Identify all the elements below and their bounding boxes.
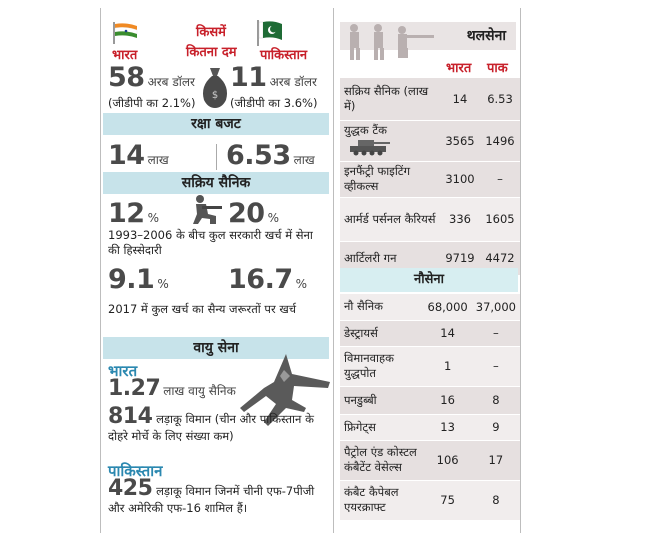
navy-row-pak: 9: [472, 414, 520, 440]
money-bag-icon: [200, 64, 230, 108]
army-row-india: 9719: [440, 241, 480, 275]
india-pct2-value: 9.1: [108, 264, 155, 295]
navy-row-label: डेस्ट्रायर्स: [340, 320, 424, 346]
india-soldiers-value: 14: [108, 140, 145, 171]
airforce-pak-planes-desc: लड़ाकू विमान जिनमें चीनी एफ-7पीजी और अमेरिकी एफ-16 शामिल हैं।: [108, 484, 315, 515]
navy-row-india: 68,000: [424, 294, 472, 320]
header-india-label: भारत: [112, 48, 138, 63]
airforce-pak-planes-text: [108, 476, 330, 517]
army-title: थलसेना: [466, 28, 506, 44]
navy-row-india: 1: [424, 346, 472, 386]
pak-pct2-sign: %: [295, 277, 308, 291]
budget-divider: [216, 144, 217, 170]
pak-soldiers-value: 6.53: [226, 140, 291, 171]
army-row-pak: –: [480, 161, 520, 197]
army-row-label: आर्टिलरी गन: [340, 241, 440, 275]
header-pakistan-label: पाकिस्तान: [260, 48, 308, 63]
airforce-india-planes-value: 814: [108, 404, 153, 429]
table-row: [340, 346, 520, 386]
pak-budget-unit: अरब डॉलर: [269, 75, 317, 89]
navy-row-india: 16: [424, 386, 472, 414]
table-row: [340, 78, 520, 120]
army-row-label: इनफैंट्री फाइटिंग व्हीकल्स: [340, 161, 440, 197]
india-flag-icon: [112, 22, 138, 44]
header-title-line1: किसमें: [196, 25, 226, 40]
defense-budget-band: रक्षा बजट: [103, 113, 329, 135]
spending-share-note: 1993–2006 के बीच कुल सरकारी खर्च में सेना की हिस्सेदारी: [108, 228, 313, 257]
navy-row-label: पनडुब्बी: [340, 386, 424, 414]
navy-row-pak: 17: [472, 440, 520, 480]
army-row-india: 3565: [440, 120, 480, 161]
airforce-india-soldiers-value: 1.27: [108, 376, 161, 401]
pak-pct2-value: 16.7: [228, 264, 293, 295]
navy-row-india: 13: [424, 414, 472, 440]
table-row: [340, 480, 520, 520]
table-row: [340, 197, 520, 241]
india-budget-value: 58: [108, 62, 145, 93]
pak-pct-sign: %: [267, 211, 279, 225]
navy-row-label: कंबैट कैपेबल एयरक्राफ्ट: [340, 480, 424, 520]
table-row: [340, 440, 520, 480]
india-pct-value: 12: [108, 198, 145, 229]
navy-row-india: 106: [424, 440, 472, 480]
active-soldiers-band: सक्रिय सैनिक: [103, 172, 329, 194]
army-header: [340, 22, 516, 50]
airforce-india-label: भारत: [108, 362, 138, 380]
pak-pct-value: 20: [228, 198, 265, 229]
table-row: [340, 294, 520, 320]
airforce-pak-planes-value: 425: [108, 476, 153, 501]
table-row: [340, 414, 520, 440]
navy-row-pak: –: [472, 320, 520, 346]
army-table: [340, 78, 520, 276]
center-divider: [333, 8, 334, 533]
table-row: [340, 161, 520, 197]
pak-soldiers-unit: लाख: [293, 153, 315, 167]
india-soldiers-unit: लाख: [147, 153, 169, 167]
airforce-india-soldiers-text: लाख वायु सैनिक: [163, 384, 236, 398]
pak-soldiers-row: [226, 140, 315, 171]
pak-pct2-row: [228, 264, 307, 295]
pak-pct-row: [228, 198, 279, 229]
india-pct2-sign: %: [157, 277, 169, 291]
airforce-india-soldiers-row: [108, 376, 236, 401]
military-spend-note: 2017 में कुल खर्च का सैन्य जरूरतों पर खर्च: [108, 302, 297, 316]
navy-row-pak: –: [472, 346, 520, 386]
kneeling-soldier-icon: [190, 194, 224, 226]
army-row-pak: 1605: [480, 197, 520, 241]
army-row-india: 336: [440, 197, 480, 241]
air-force-band: वायु सेना: [103, 337, 329, 359]
pakistan-flag-icon: [255, 20, 283, 46]
table-row: [340, 386, 520, 414]
army-row-india: 14: [440, 78, 480, 120]
navy-row-india: 14: [424, 320, 472, 346]
army-col-india: भारत: [446, 61, 472, 76]
left-border: [100, 8, 101, 533]
airforce-india-planes-desc: लड़ाकू विमान (चीन और पाकिस्तान के दोहरे मोर्चे के लिए संख्या कम): [108, 412, 314, 443]
india-pct2-row: [108, 264, 169, 295]
navy-row-pak: 8: [472, 480, 520, 520]
svg-text:$: $: [211, 90, 219, 101]
army-row-india: 3100: [440, 161, 480, 197]
navy-row-label: फ्रिगेट्स: [340, 414, 424, 440]
army-row-pak: 4472: [480, 241, 520, 275]
navy-row-pak: 8: [472, 386, 520, 414]
india-pct-row: [108, 198, 159, 229]
india-pct-sign: %: [147, 211, 159, 225]
pak-budget-note: (जीडीपी का 3.6%): [230, 96, 318, 110]
table-row: [340, 320, 520, 346]
right-border: [520, 8, 521, 533]
header-title-line2: कितना दम: [186, 45, 237, 60]
airforce-pak-label: पाकिस्तान: [108, 462, 163, 480]
army-row-pak: 1496: [480, 120, 520, 161]
army-col-pak: पाक: [487, 61, 508, 76]
navy-title: नौसेना: [340, 268, 518, 292]
navy-row-label: विमानवाहक युद्धपोत: [340, 346, 424, 386]
india-budget-row: [108, 62, 195, 93]
navy-table: [340, 294, 520, 521]
army-row-label: सक्रिय सैनिक (लाख में): [340, 78, 440, 120]
navy-row-label: पैट्रोल एंड कोस्टल कंबैटेंट वेसेल्स: [340, 440, 424, 480]
tank-icon: [348, 138, 390, 159]
pak-budget-value: 11: [230, 62, 267, 93]
india-budget-unit: अरब डॉलर: [147, 75, 195, 89]
army-row-pak: 6.53: [480, 78, 520, 120]
india-soldiers-row: [108, 140, 169, 171]
airforce-india-planes-text: [108, 404, 330, 445]
soldiers-silhouette-icon: [342, 22, 438, 62]
table-row: [340, 120, 520, 161]
pak-budget-row: [230, 62, 317, 93]
navy-row-label: नौ सैनिक: [340, 294, 424, 320]
army-row-label: आर्मर्ड पर्सनल कैरियर्स: [340, 197, 440, 241]
navy-row-india: 75: [424, 480, 472, 520]
army-row-label: युद्धक टैंक: [344, 122, 387, 137]
india-budget-note: (जीडीपी का 2.1%): [108, 96, 196, 110]
navy-row-pak: 37,000: [472, 294, 520, 320]
